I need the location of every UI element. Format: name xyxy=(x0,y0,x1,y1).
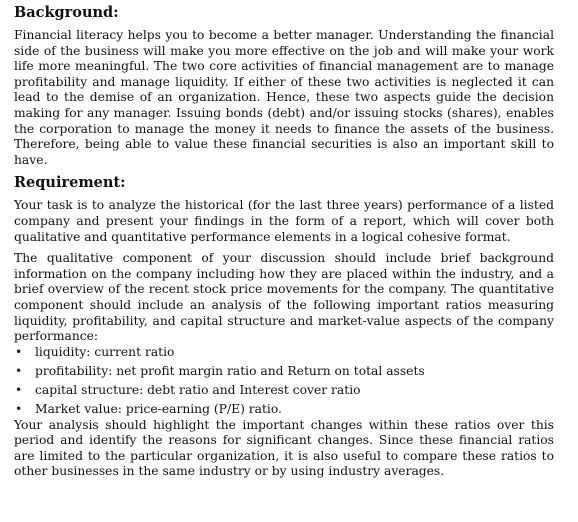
bullet-item-liquidity xyxy=(14,345,554,361)
background-paragraph: Financial literacy helps you to become a better manager. Understanding the financial side of the business will make you more effective on the job and will make your work life more meaningful. The two core activities of financial management are to manage profitability and manage liquidity. If either of these two activities is neglected it can lead to the demise of an organization. Hence, these two aspects guide the decision making for any manager. Issuing bonds (debt) and/or issuing stocks (shares), enables the corporation to manage the money it needs to finance the assets of the business. Therefore, being able to value these financial securities is also an important skill to have. xyxy=(14,28,554,167)
bullet-item-market-value xyxy=(14,402,554,418)
requirement-paragraph-task: Your task is to analyze the historical (for the last three years) performance of a listed company and present your findings in the form of a report, which will cover both qualitative and quantitative performance elements in a logical cohesive format. xyxy=(14,198,554,244)
bullet-text: profitability: net profit margin ratio and Return on total assets xyxy=(35,363,425,378)
ratio-bullet-list xyxy=(14,345,554,418)
bullet-dot-icon: • xyxy=(15,382,23,397)
bullet-item-capital-structure xyxy=(14,383,554,399)
requirement-paragraph-analysis: Your analysis should highlight the important changes within these ratios over this period and identify the reasons for significant changes. Since these financial ratios are limited to the particular organization, it is also useful to compare these ratios to other businesses in the same industry or by using industry averages. xyxy=(14,417,554,479)
bullet-text: Market value: price-earning (P/E) ratio. xyxy=(35,401,282,416)
requirement-paragraph-components: The qualitative component of your discussion should include brief background information on the company including how they are placed within the industry, and a brief overview of the recent stock price movements for the company. The quantitative component should include an analysis of the following important ratios measuring liquidity, profitability, and capital structure and market-value aspects of the company performance: xyxy=(14,251,554,344)
bullet-text: liquidity: current ratio xyxy=(35,344,175,359)
background-heading: Background: xyxy=(14,4,119,21)
bullet-item-profitability xyxy=(14,364,554,380)
bullet-dot-icon: • xyxy=(15,344,23,359)
requirement-heading: Requirement: xyxy=(14,174,126,192)
bullet-dot-icon: • xyxy=(15,363,23,378)
bullet-dot-icon: • xyxy=(15,401,23,416)
bullet-text: capital structure: debt ratio and Interest cover ratio xyxy=(35,382,361,397)
document-page xyxy=(14,4,554,486)
